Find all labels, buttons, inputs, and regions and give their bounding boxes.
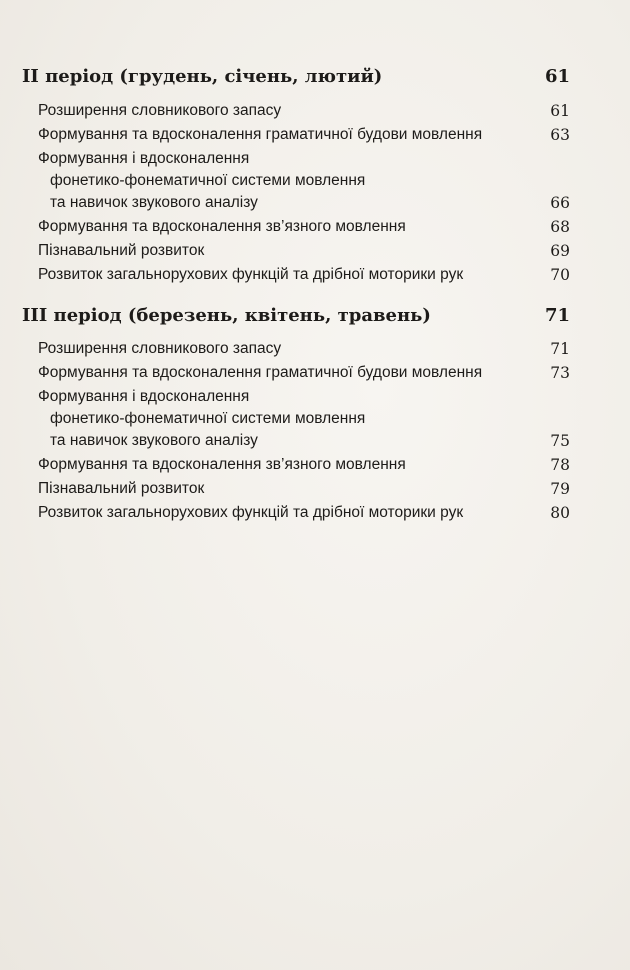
section-page: 71: [544, 305, 570, 326]
entry-page: 69: [550, 242, 570, 260]
entry-line: Розвиток загальнорухових функцій та дрібної моторики рук: [38, 504, 464, 521]
entry-line: та навичок звукового аналізу: [50, 194, 258, 211]
toc-entry[interactable]: [38, 478, 570, 500]
toc-entry[interactable]: [38, 264, 570, 286]
toc-entry[interactable]: [38, 100, 570, 122]
entry-page: 66: [550, 194, 570, 212]
entry-page: 79: [550, 480, 570, 498]
entry-line: Пізнавальний розвиток: [38, 242, 205, 259]
entry-page: 68: [550, 218, 570, 236]
toc-entry[interactable]: [38, 216, 570, 238]
entry-page: 63: [550, 126, 570, 144]
toc-entry[interactable]: [38, 502, 570, 524]
toc-entry[interactable]: [38, 362, 570, 384]
entry-page: 73: [550, 364, 570, 382]
entry-line: та навичок звукового аналізу: [50, 432, 258, 449]
entry-line: Формування та вдосконалення зв’язного мовлення: [38, 456, 406, 473]
toc-entry[interactable]: [38, 386, 570, 452]
entry-line: Формування і вдосконалення: [38, 388, 250, 405]
entry-page: 80: [550, 504, 570, 522]
toc-section-2[interactable]: [22, 66, 570, 88]
toc-entry[interactable]: [38, 148, 570, 214]
entry-line: Розвиток загальнорухових функцій та дрібної моторики рук: [38, 266, 464, 283]
entry-page: 70: [550, 266, 570, 284]
section-title: ІІ період (грудень, січень, лютий): [22, 66, 383, 87]
toc-entry[interactable]: [38, 240, 570, 262]
entry-line: Розширення словникового запасу: [38, 340, 282, 357]
entry-page: 78: [550, 456, 570, 474]
section-title: ІІІ період (березень, квітень, травень): [22, 305, 431, 326]
toc-section-3[interactable]: [22, 305, 570, 327]
entry-page: 71: [550, 340, 570, 358]
entry-line: Формування та вдосконалення зв’язного мовлення: [38, 218, 406, 235]
toc-entry[interactable]: [38, 338, 570, 360]
entry-line: фонетико-фонематичної системи мовлення: [50, 172, 366, 189]
toc-entry[interactable]: [38, 454, 570, 476]
section-page: 61: [544, 66, 570, 87]
entry-page: 61: [550, 102, 570, 120]
entry-line: фонетико-фонематичної системи мовлення: [50, 410, 366, 427]
entry-line: Пізнавальний розвиток: [38, 480, 205, 497]
toc-entry[interactable]: [38, 124, 570, 146]
entry-line: Формування та вдосконалення граматичної будови мовлення: [38, 126, 483, 143]
entry-line: Формування та вдосконалення граматичної будови мовлення: [38, 364, 483, 381]
entry-line: Формування і вдосконалення: [38, 150, 250, 167]
entry-page: 75: [550, 432, 570, 450]
entry-line: Розширення словникового запасу: [38, 102, 282, 119]
